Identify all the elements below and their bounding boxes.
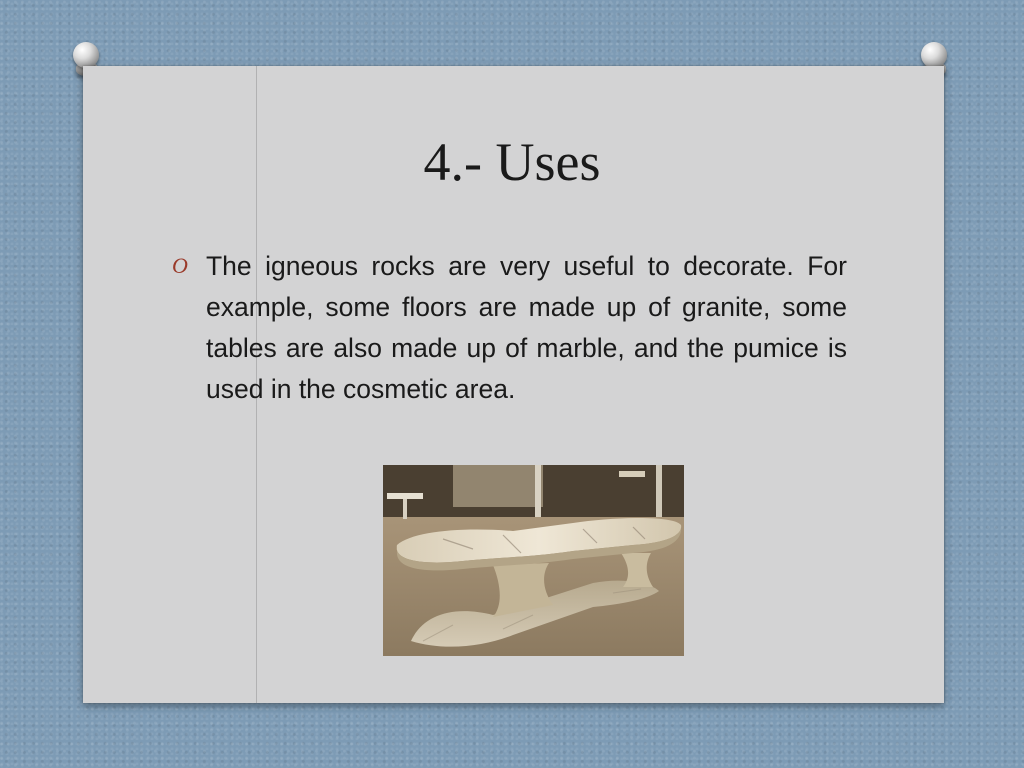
bullet-text: The igneous rocks are very useful to decorate. For example, some floors are made up of granite, some tables are also made up of marble, and the pumice is used in the cosmetic area. [206,251,847,404]
pushpin-head [73,42,99,68]
bullet-marker-icon: O [172,253,188,278]
slide-title: 4.- Uses [423,132,601,192]
pushpin-head [921,42,947,68]
marble-table-photo [383,465,684,656]
